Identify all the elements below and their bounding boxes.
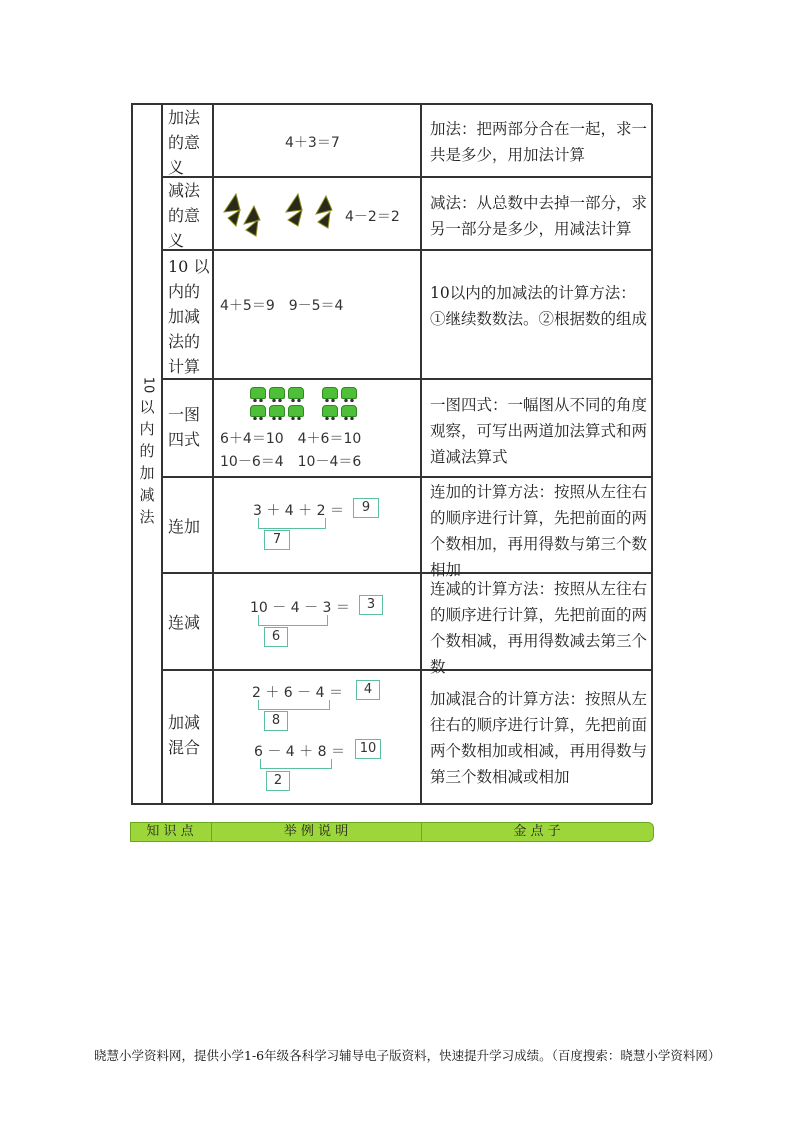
car-icon	[250, 387, 266, 399]
row-divider	[161, 476, 652, 478]
header-examples: 举 例 说 明	[211, 823, 420, 841]
car-icon	[322, 405, 338, 417]
butterflies-image	[218, 190, 344, 238]
car-icon	[341, 387, 357, 399]
example-four-equations-line2: 10－6＝4 10－4＝6	[220, 454, 362, 470]
tip-four-equations: 一图四式：一幅图从不同的角度观察，可写出两道加法算式和两道减法算式	[430, 396, 648, 466]
row-divider	[161, 176, 652, 178]
expr-continuous-addition: 3 ＋ 4 ＋ 2 ＝	[253, 503, 344, 519]
tip-mixed-operations: 加减混合的计算方法：按照从左往右的顺序进行计算，先把前面两个数相加或相减，再用得数与第三个数相减或相加	[430, 690, 648, 786]
row-divider	[161, 378, 652, 380]
table-border-right	[651, 104, 653, 804]
bracket-connector	[258, 615, 328, 626]
partial-result-box: 8	[264, 711, 288, 731]
expr-continuous-subtraction: 10 － 4 － 3 ＝	[250, 600, 350, 616]
result-box: 3	[359, 595, 383, 615]
result-box: 4	[356, 680, 380, 700]
expr-mixed-2: 6 － 4 ＋ 8 ＝	[254, 744, 345, 760]
butterfly-icon	[224, 194, 240, 226]
topic-continuous-subtraction: 连减	[168, 613, 201, 632]
result-box: 10	[355, 739, 381, 759]
tip-continuous-subtraction: 连减的计算方法：按照从左往右的顺序进行计算，先把前面的两个数相减，再用得数减去第三个数	[430, 580, 648, 676]
example-addition: 4＋3＝7	[285, 135, 340, 151]
example-subtraction: 4－2＝2	[345, 209, 400, 225]
car-icon	[322, 387, 338, 399]
topic-subtraction-meaning: 减法 的意 义	[168, 181, 201, 250]
butterfly-icon	[316, 196, 332, 228]
bracket-connector	[258, 700, 330, 710]
partial-result-box: 2	[266, 771, 290, 791]
footer-note: 晓慧小学资料网，提供小学1-6年级各科学习辅导电子版资料，快速提升学习成绩。（百度搜索：晓慧小学资料网）	[94, 1048, 721, 1063]
topic-addition-meaning: 加法 的意 义	[168, 108, 201, 177]
table-header	[130, 822, 654, 842]
example-within-ten: 4＋5＝9 9－5＝4	[220, 298, 344, 314]
tip-within-ten: 10以内的加减法的计算方法：①继续数数法。②根据数的组成	[430, 284, 648, 328]
topic-mixed-operations: 加减 混合	[168, 713, 201, 757]
partial-result-box: 6	[264, 627, 288, 647]
table-border-example	[420, 104, 422, 804]
topic-within-ten: 10 以 内的 加减 法的 计算	[168, 257, 210, 376]
table-border-left	[131, 104, 133, 804]
header-knowledge-point: 知 识 点	[146, 824, 194, 839]
cars-image	[250, 387, 357, 417]
tip-addition: 加法：把两部分合在一起，求一共是多少，用加法计算	[430, 120, 648, 164]
example-four-equations-line1: 6＋4＝10 4＋6＝10	[220, 431, 362, 447]
row-divider	[161, 249, 652, 251]
car-icon	[269, 387, 285, 399]
expr-mixed-1: 2 ＋ 6 － 4 ＝	[252, 685, 343, 701]
header-tips: 金 点 子	[421, 823, 652, 841]
car-icon	[341, 405, 357, 417]
car-icon	[250, 405, 266, 417]
chapter-title: 10 以 内 的 加 减 法	[139, 376, 155, 526]
topic-continuous-addition: 连加	[168, 517, 201, 536]
bracket-connector	[260, 759, 332, 769]
table-border-topic	[212, 104, 214, 804]
car-icon	[288, 405, 304, 417]
car-icon	[269, 405, 285, 417]
butterfly-icon	[244, 206, 260, 236]
tip-subtraction: 减法：从总数中去掉一部分，求另一部分是多少，用减法计算	[430, 194, 648, 238]
result-box: 9	[353, 498, 379, 518]
table-border-bottom	[131, 803, 652, 805]
car-icon	[288, 387, 304, 399]
bracket-connector	[258, 518, 326, 529]
topic-one-picture-four-equations: 一图 四式	[168, 405, 201, 449]
tip-continuous-addition: 连加的计算方法：按照从左往右的顺序进行计算，先把前面的两个数相加，再用得数与第三个数相加	[430, 483, 648, 579]
butterfly-icon	[286, 194, 302, 226]
partial-result-box: 7	[264, 530, 290, 550]
table-border-chapter	[161, 104, 163, 804]
